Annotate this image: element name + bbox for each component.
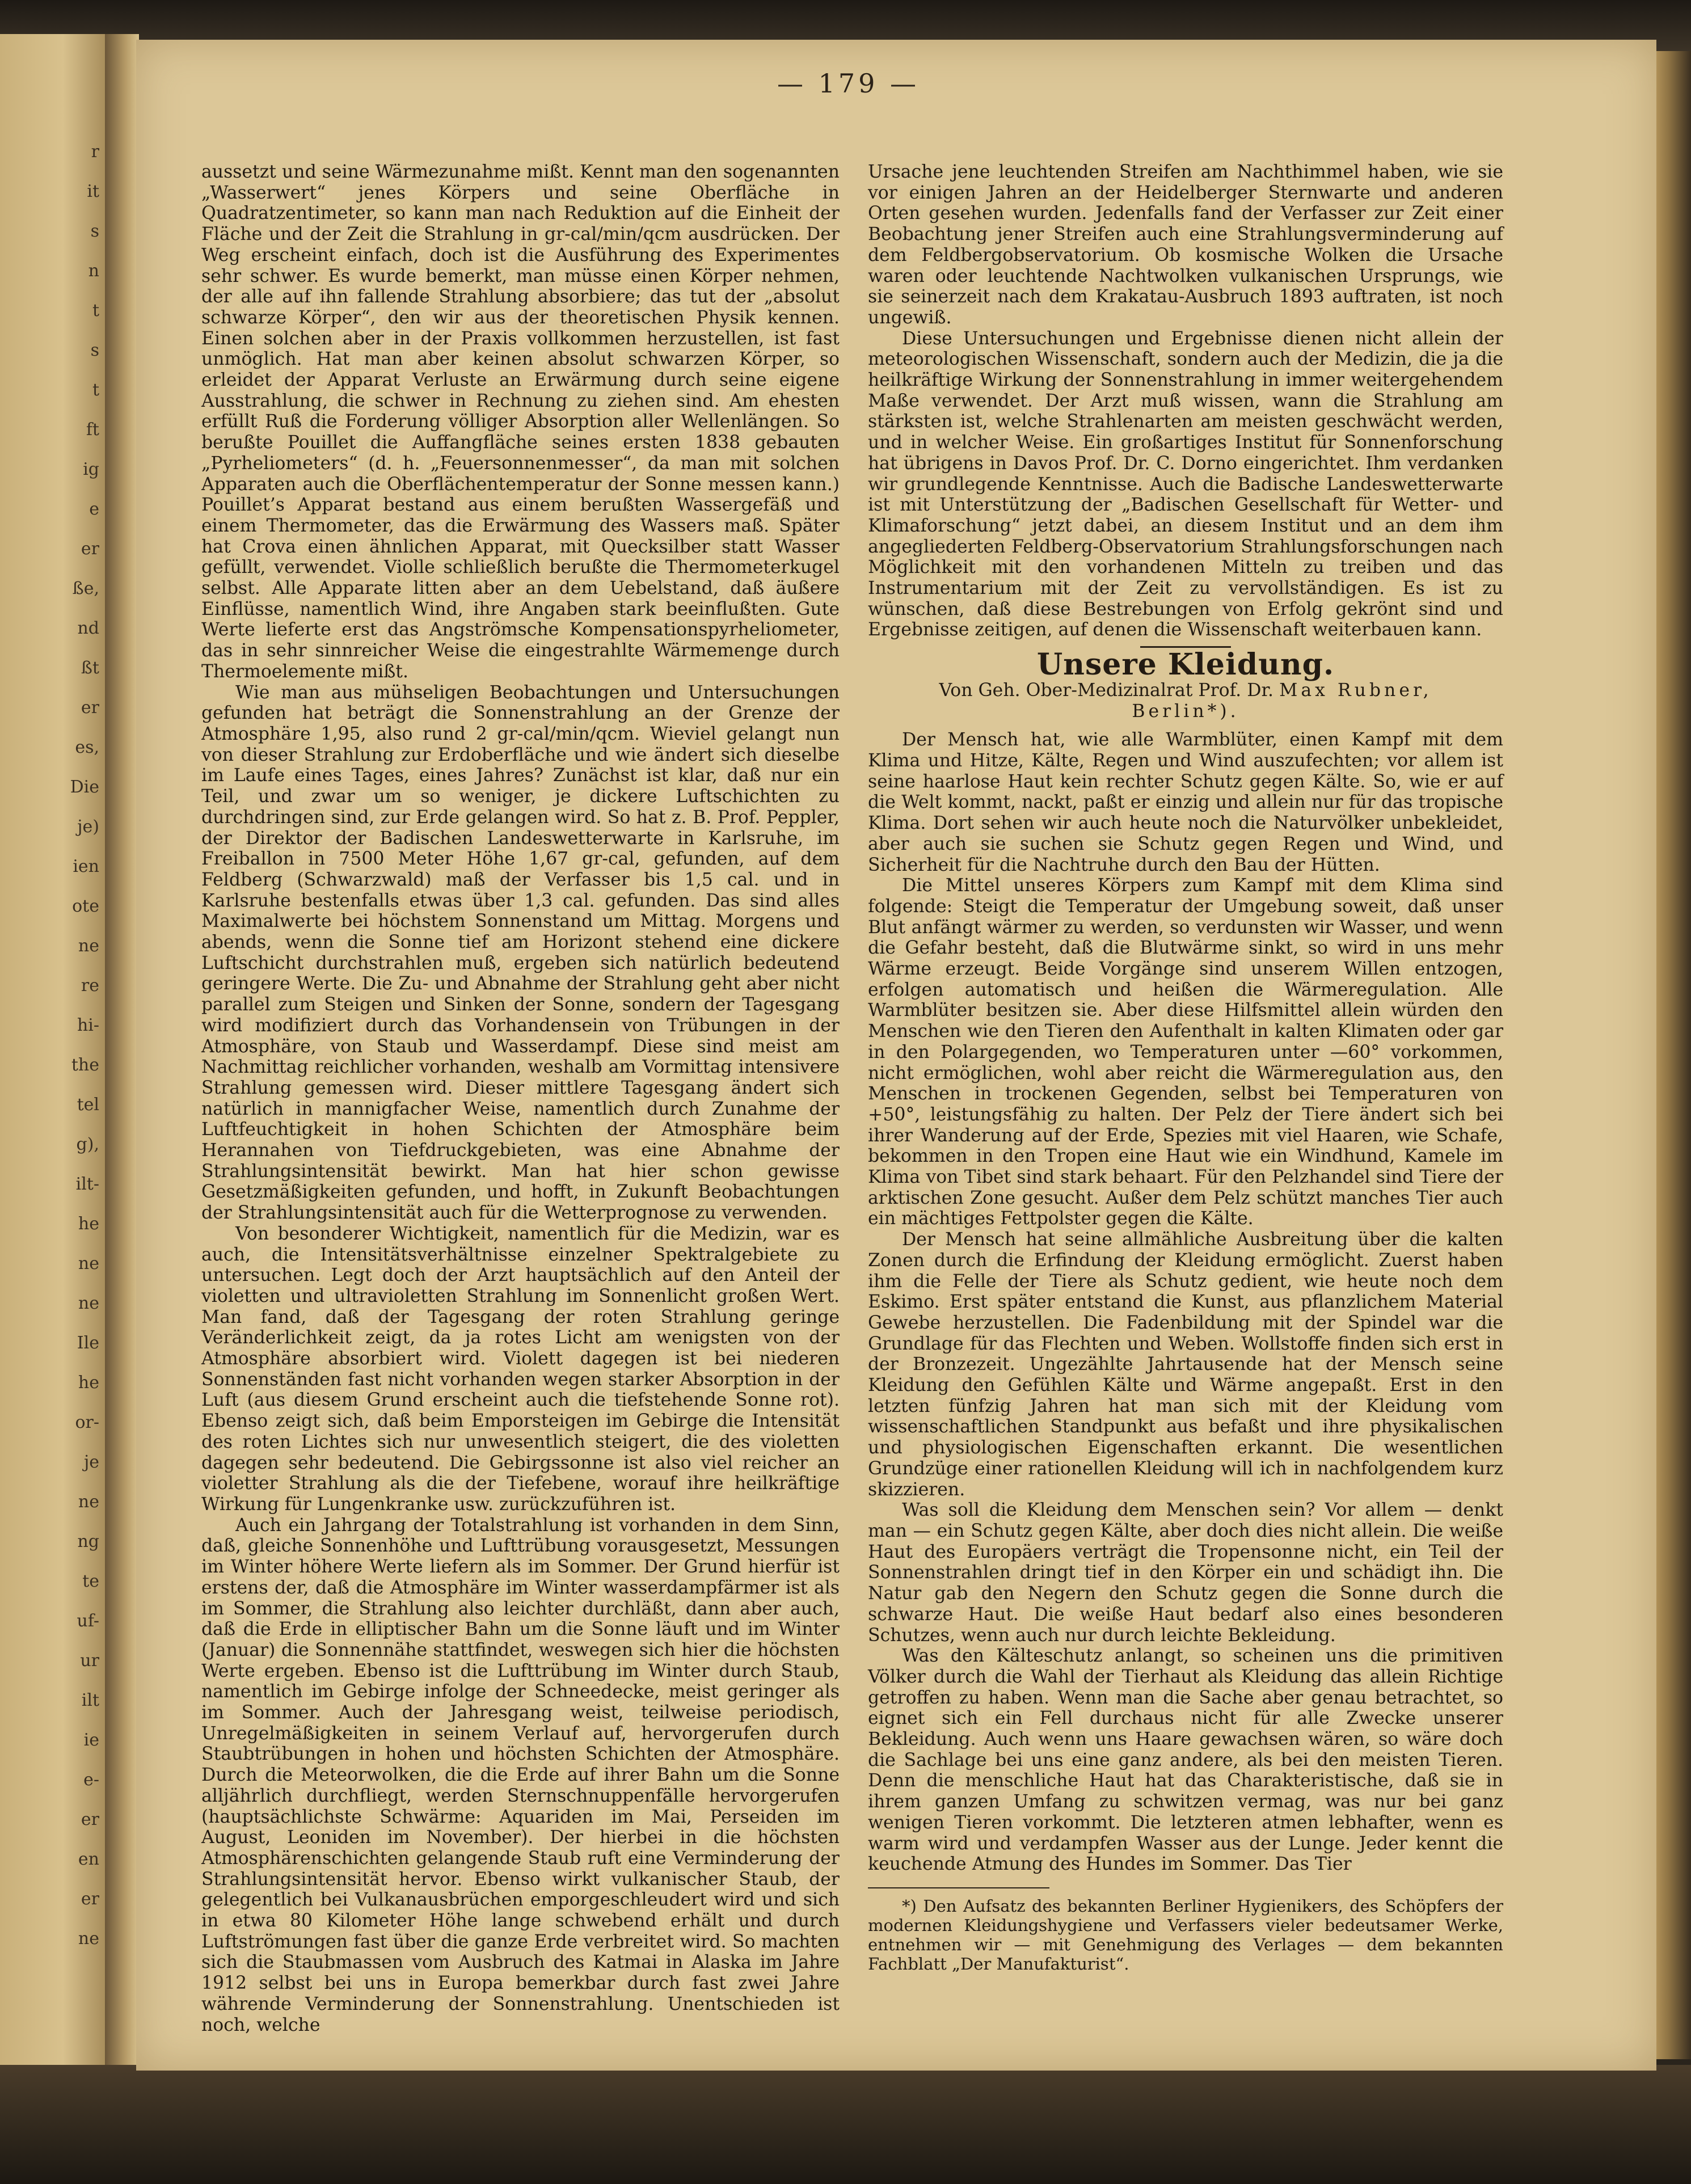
left-paragraph: Wie man aus mühseligen Beobachtungen und Untersuchungen gefunden hat beträgt die Sonnenstrahlung an der Grenze der Atmosphäre 1,95, also rund 2 gr-cal/min/qcm. Wieviel gelangt nun von dieser Strahlung zur Erdoberfläche und wie ändert sich dieselbe im Laufe eines Tages, eines Jahres? Zunächst ist klar, daß nur ein Teil, und zwar um so weniger, je dickere Luftschichten zu durchdringen sind, zur Erde gelangen wird. So hat z. B. Prof. Peppler, der Direktor der Badischen Landeswetterwarte in Karlsruhe, im Freiballon in 7500 Meter Höhe 1,67 gr-cal, gefunden, auf dem Feldberg (Schwarzwald) maß der Verfasser bis 1,5 cal. und in Karlsruhe bestenfalls etwas über 1,3 cal. gefunden. Das sind alles Maximalwerte bei höchstem Sonnenstand um Mittag. Morgens und abends, wenn die Sonne tief am Horizont stehend eine dickere Luftschicht durchstrahlen muß, ergeben sich natürlich bedeutend geringere Werte. Die Zu- und Abnahme der Strahlung geht aber nicht parallel zum Steigen und Sinken der Sonne, sondern der Tagesgang wird modifiziert durch das Vorhandensein von Trübungen in der Atmosphäre, von Staub und Wasserdampf. Diese sind meist am Nachmittag reichlicher vorhanden, weshalb am Vormittag intensivere Strahlung gemessen wird. Dieser mittlere Tagesgang ändert sich natürlich in mannigfacher Weise, namentlich durch Zunahme der Luftfeuchtigkeit in hohen Schichten der Atmosphäre beim Herannahen von Tiefdruckgebieten, was eine Abnahme der Strahlungsintensität bewirkt. Man hat hier schon gewisse Gesetzmäßigkeiten gefunden, und hofft, in Zukunft Beobachtungen der Strahlungsintensität auch für die Wetterprognose zu verwenden. xyxy=(201,682,840,1224)
article-paragraph: Der Mensch hat seine allmähliche Ausbreitung über die kalten Zonen durch die Erfindung der Kleidung ermöglicht. Zuerst haben ihm die Felle der Tiere als Schutz gedient, wie heute noch dem Eskimo. Erst später entstand die Kunst, aus pflanzlichem Material Gewebe herzustellen. Die Fadenbildung mit der Spindel war die Grundlage für das Flechten und Weben. Wollstoffe finden sich erst in der Bronzezeit. Ungezählte Jahrtausende hat der Mensch seine Kleidung den Gefühlen Kälte und Wärme angepaßt. Erst in den letzten fünfzig Jahren hat man sich mit der Kleidung vom wissenschaftlichen Standpunkt aus befaßt und ihre physikalischen und physiologischen Eigenschaften erkannt. Die wesentlichen Grundzüge einer rationellen Kleidung will ich in nachfolgendem kurz skizzieren. xyxy=(868,1229,1503,1500)
previous-page-fragment: ilt xyxy=(81,1690,99,1710)
previous-page-fragment: ig xyxy=(83,459,99,479)
previous-page-fragment: er xyxy=(81,1889,99,1909)
previous-page-fragment: e xyxy=(89,499,99,519)
right-paragraph: Ursache jene leuchtenden Streifen am Nachthimmel haben, wie sie vor einigen Jahren an der Heidelberger Sternwarte und anderen Orten gesehen wurden. Jedenfalls fand der Verfasser zur Zeit einer Beobachtung jener Streifen auch eine Strahlungsverminderung auf dem Feldbergobservatorium. Ob kosmische Wolken die Ursache waren oder leuchtende Nachtwolken vulkanischen Ursprungs, wie sie seinerzeit nach dem Krakatau-Ausbruch 1893 auftraten, ist noch ungewiß. xyxy=(868,162,1503,328)
previous-page-fragment: ßt xyxy=(81,658,99,678)
previous-page-fragment: ie xyxy=(83,1730,99,1750)
previous-page-fragment: te xyxy=(82,1571,99,1591)
previous-page-fragment: it xyxy=(87,182,99,201)
right-column xyxy=(868,162,1503,1974)
scan-border-bottom xyxy=(0,2065,1691,2184)
previous-page-fragment: or- xyxy=(75,1413,99,1432)
previous-page-fragment: r xyxy=(91,142,99,162)
page-stack-edge xyxy=(1654,51,1691,2059)
article-paragraph: Der Mensch hat, wie alle Warmblüter, einen Kampf mit dem Klima und Hitze, Kälte, Regen und Wind auszufechten; vor allem ist seine haarlose Haut kein rechter Schutz gegen Kälte. So, wie er auf die Welt kommt, nackt, paßt er einzig und allein nur für das tropische Klima. Dort sehen wir auch heute noch die Naturvölker unbekleidet, aber auch sie suchen sie Schutz gegen Regen und Wind, und Sicherheit für die Nachtruhe durch den Bau der Hütten. xyxy=(868,730,1503,875)
previous-page-fragment: er xyxy=(81,698,99,718)
article-paragraph: Was den Kälteschutz anlangt, so scheinen uns die primitiven Völker durch die Wahl der Tierhaut als Kleidung das allein Richtige getroffen zu haben. Wenn man die Sache aber genau betrachtet, so eignet sich ein Fell durchaus nicht für alle Zwecke unserer Bekleidung. Auch wenn uns Haare gewachsen wären, so wäre doch die Sachlage bei uns eine ganz andere, als bei den meisten Tieren. Denn die menschliche Haut hat das Charakteristische, daß sie in ihrem ganzen Umfang zu schwitzen vermag, was nur bei ganz wenigen Tieren vorkommt. Die letzteren atmen lebhafter, wenn es warm wird und verdampfen Wasser aus der Lunge. Jeder kennt die keuchende Atmung des Hundes im Sommer. Das Tier xyxy=(868,1646,1503,1875)
previous-page-fragment: ur xyxy=(80,1651,99,1671)
previous-page-fragment: t xyxy=(92,380,99,400)
previous-page-fragment: tel xyxy=(77,1095,99,1115)
book-gutter xyxy=(105,34,139,2088)
previous-page-fragment: ne xyxy=(78,1254,99,1274)
previous-page-fragment: ne xyxy=(78,936,99,956)
previous-page-fragment: ne xyxy=(78,1929,99,1949)
previous-page-fragment: the xyxy=(71,1055,99,1075)
previous-page-fragment: Ile xyxy=(77,1333,99,1353)
previous-page-edge xyxy=(0,34,105,2088)
byline-prefix: Von Geh. Ober-Medizinalrat Prof. Dr. xyxy=(939,680,1274,701)
previous-page-fragment: ilt- xyxy=(75,1174,99,1194)
previous-page-fragment: ien xyxy=(73,857,99,876)
previous-page-fragment: er xyxy=(81,539,99,559)
page-number: — 179 — xyxy=(777,68,920,99)
previous-page-fragment: nd xyxy=(77,618,99,638)
previous-page-fragment: re xyxy=(81,976,99,996)
left-paragraph: Auch ein Jahrgang der Totalstrahlung ist vorhanden in dem Sinn, daß, gleiche Sonnenhöhe und Lufttrübung vorausgesetzt, Messungen im Winter höhere Werte liefern als im Sommer. Der Grund hierfür ist erstens der, daß die Atmosphäre im Winter wasserdampfärmer ist als im Sommer, die Strahlung also leichter durchläßt, dann aber auch, daß die Erde in elliptischer Bahn um die Sonne läuft und im Winter (Januar) die Sonnennähe stattfindet, weswegen sich hier die höchsten Werte ergeben. Ebenso ist die Lufttrübung im Winter durch Staub, namentlich im Gebirge infolge der Schneedecke, meist geringer als im Sommer. Auch der Jahresgang weist, teilweise periodisch, Unregelmäßigkeiten in seinem Verlauf auf, hervorgerufen durch Staubtrübungen in hohen und höchsten Schichten der Atmosphäre. Durch die Meteorwolken, die die Erde auf ihrer Bahn um die Sonne alljährlich durchfliegt, werden Sternschnuppenfälle hervorgerufen (hauptsächlichste Schwärme: Aquariden im Mai, Perseiden im August, Leoniden im November). Der hierbei in die höchsten Atmosphärenschichten gelangende Staub ruft eine Verminderung der Strahlungsintensität hervor. Ebenso wirkt vulkanischer Staub, der gelegentlich bei Vulkanausbrüchen emporgeschleudert wird und sich in etwa 80 Kilometer Höhe lange schwebend erhält und durch Luftströmungen fast über die ganze Erde verbreitet wird. So machten sich die Staubmassen vom Ausbruch des Katmai in Alaska im Jahre 1912 selbst bei uns in Europa bemerkbar durch fast zwei Jahre währende Verminderung der Sonnenstrahlung. Unentschieden ist noch, welche xyxy=(201,1515,840,2035)
previous-page-fragment: ne xyxy=(78,1492,99,1512)
author-name: Max Rubner, xyxy=(1279,680,1432,701)
previous-page-fragment: ng xyxy=(77,1532,99,1551)
previous-page-fragment: uf- xyxy=(77,1611,99,1631)
previous-page-fragment: e- xyxy=(83,1770,99,1790)
previous-page-fragment: je) xyxy=(77,817,99,837)
previous-page-fragment: hi- xyxy=(77,1015,99,1035)
previous-page-fragment: s xyxy=(90,221,99,241)
previous-page-fragment: ße, xyxy=(72,579,99,598)
previous-page-fragment: es, xyxy=(75,737,99,757)
previous-page-fragment: ote xyxy=(72,896,99,916)
footnote: *) Den Aufsatz des bekannten Berliner Hygienikers, des Schöpfers der modernen Kleidungshygiene und Verfassers vieler bedeutsamer Werke, entnehmen wir — mit Genehmigung des Verlages — dem bekannten Fachblatt „Der Manufakturist“. xyxy=(868,1896,1503,1974)
previous-page-fragment: he xyxy=(78,1214,99,1234)
previous-page-fragment: ne xyxy=(78,1293,99,1313)
article-paragraph: Die Mittel unseres Körpers zum Kampf mit dem Klima sind folgende: Steigt die Temperatur der Umgebung soweit, daß unser Blut anfängt wärmer zu werden, so verdunsten wir Wasser, und wenn die Gefahr besteht, daß die Blutwärme sinkt, so wird in uns mehr Wärme erzeugt. Beide Vorgänge sind unserem Willen entzogen, erfolgen automatisch und heißen die Wärmeregulation. Alle Warmblüter besitzen sie. Aber diese Hilfsmittel allein würden den Menschen wie den Tieren den Aufenthalt in kalten Klimaten oder gar in den Polargegenden, wo Temperaturen unter —60° vorkommen, nicht ermöglichen, wohl aber reicht die Wärmeregulation aus, den Menschen in trockenen Gegenden, selbst bei Temperaturen von +50°, leistungsfähig zu halten. Der Pelz der Tiere ändert sich bei ihrer Wanderung auf der Erde, Spezies mit viel Haaren, wie Schafe, bekommen in den Tropen eine Haut wie ein Windhund, Kamele im Klima von Tibet sind stark behaart. Für den Pelzhandel sind Tiere der arktischen Zone gesucht. Außer dem Pelz schützt manches Tier auch ein mächtiges Fettpolster gegen die Kälte. xyxy=(868,875,1503,1229)
left-paragraph: aussetzt und seine Wärmezunahme mißt. Kennt man den sogenannten „Wasserwert“ jenes Körpers und seine Oberfläche in Quadratzentimeter, so kann man nach Reduktion auf die Einheit der Fläche und der Zeit die Strahlung in gr-cal/min/qcm ausdrücken. Der Weg erscheint einfach, doch ist die Ausführung des Experimentes sehr schwer. Es wurde bemerkt, man müsse einen Körper nehmen, der alle auf ihn fallende Strahlung absorbiere; das tut der „absolut schwarze Körper“, den wir aus der theoretischen Physik kennen. Einen solchen aber in der Praxis vollkommen herzustellen, ist fast unmöglich. Hat man aber keinen absolut schwarzen Körper, so erleidet der Apparat Verluste an Erwärmung durch seine eigene Ausstrahlung, die schwer in Rechnung zu ziehen sind. Am ehesten erfüllt Ruß die Forderung völliger Absorption aller Wellenlängen. So berußte Pouillet die Auffangfläche seines ersten 1838 gebauten „Pyrheliometers“ (d. h. „Feuersonnenmesser“, da man mit solchen Apparaten auch die Oberflächentemperatur der Sonne messen kann.) Pouillet’s Apparat bestand aus einem berußten Wassergefäß und einem Thermometer, das die Erwärmung des Wassers maß. Später hat Crova einen ähnlichen Apparat, mit Quecksilber statt Wasser gefüllt, verwendet. Violle schließlich berußte die Thermometerkugel selbst. Alle Apparate litten aber an dem Uebelstand, daß äußere Einflüsse, namentlich Wind, ihre Angaben stark beeinflußten. Gute Werte lieferte erst das Angströmsche Kompensationspyrheliometer, das in sehr sinnreicher Weise die eingestrahlte Wärmemenge durch Thermoelemente mißt. xyxy=(201,162,840,682)
right-paragraph: Diese Untersuchungen und Ergebnisse dienen nicht allein der meteorologischen Wissenschaft, sondern auch der Medizin, die ja die heilkräftige Wirkung der Sonnenstrahlung in immer weitergehendem Maße verwendet. Der Arzt muß wissen, wann die Strahlung am stärksten ist, welche Strahlenarten am meisten geschwächt werden, und in welcher Weise. Ein großartiges Institut für Sonnenforschung hat übrigens in Davos Prof. Dr. C. Dorno eingerichtet. Ihm verdanken wir grundlegende Kenntnisse. Auch die Badische Landeswetterwarte ist mit Unterstützung der „Badischen Gesellschaft für Wetter- und Klimaforschung“ jetzt dabei, an diesem Institut und an dem ihm angegliederten Feldberg-Observatorium Strahlungsforschungen nach Möglichkeit mit den vorhandenen Mitteln zu treiben und das Instrumentarium mit der Zeit zu vervollständigen. Es ist zu wünschen, daß diese Bestrebungen von Erfolg gekrönt sind und Ergebnisse zeitigen, auf denen die Wissenschaft weiterbauen kann. xyxy=(868,328,1503,640)
previous-page-fragment: Die xyxy=(70,777,99,797)
previous-page-fragment: n xyxy=(88,261,99,281)
left-column xyxy=(201,162,840,2035)
previous-page-fragment: he xyxy=(78,1373,99,1393)
previous-page-fragment: ft xyxy=(86,420,99,440)
article-byline xyxy=(868,680,1503,722)
author-location: Berlin*). xyxy=(1132,701,1239,722)
previous-page-fragment: g), xyxy=(76,1135,99,1154)
previous-page-fragment: je xyxy=(83,1452,99,1472)
footnote-divider xyxy=(868,1887,1049,1888)
left-paragraph: Von besonderer Wichtigkeit, namentlich für die Medizin, war es auch, die Intensitätsverhältnisse einzelner Spektralgebiete zu untersuchen. Legt doch der Arzt hauptsächlich auf den Anteil der violetten und ultravioletten Strahlung im Sonnenlicht großen Wert. Man fand, daß der Tagesgang der roten Strahlung geringe Veränderlichkeit zeigt, da ja rotes Licht am wenigsten von der Atmosphäre absorbiert wird. Violett dagegen ist bei niederen Sonnenständen fast nicht vorhanden wegen starker Absorption in der Luft (aus diesem Grund erscheint auch die tiefstehende Sonne rot). Ebenso zeigt sich, daß beim Emporsteigen im Gebirge die Intensität des roten Lichtes sich nur unwesentlich steigert, die des violetten dagegen sehr bedeutend. Die Gebirgssonne ist also viel reicher an violetter Strahlung als die der Tiefebene, worauf ihre heilkräftige Wirkung für Lungenkranke usw. zurückzuführen ist. xyxy=(201,1223,840,1515)
previous-page-fragment: en xyxy=(78,1849,99,1869)
previous-page-fragment: t xyxy=(92,301,99,321)
article-title: Unsere Kleidung. xyxy=(1036,647,1335,682)
previous-page-fragment: er xyxy=(81,1810,99,1829)
article-paragraph: Was soll die Kleidung dem Menschen sein? Vor allem — denkt man — ein Schutz gegen Kälte, aber doch dies nicht allein. Die weiße Haut des Europäers verträgt die Tropensonne nicht, ein Teil der Sonnenstrahlen dringt tief in den Körper ein und schädigt ihn. Die Natur gab den Negern den Schutz gegen die Sonne durch die schwarze Haut. Die weiße Haut bedarf also eines besonderen Schutzes, wenn auch nur durch leichte Bekleidung. xyxy=(868,1500,1503,1646)
previous-page-fragment: s xyxy=(90,340,99,360)
